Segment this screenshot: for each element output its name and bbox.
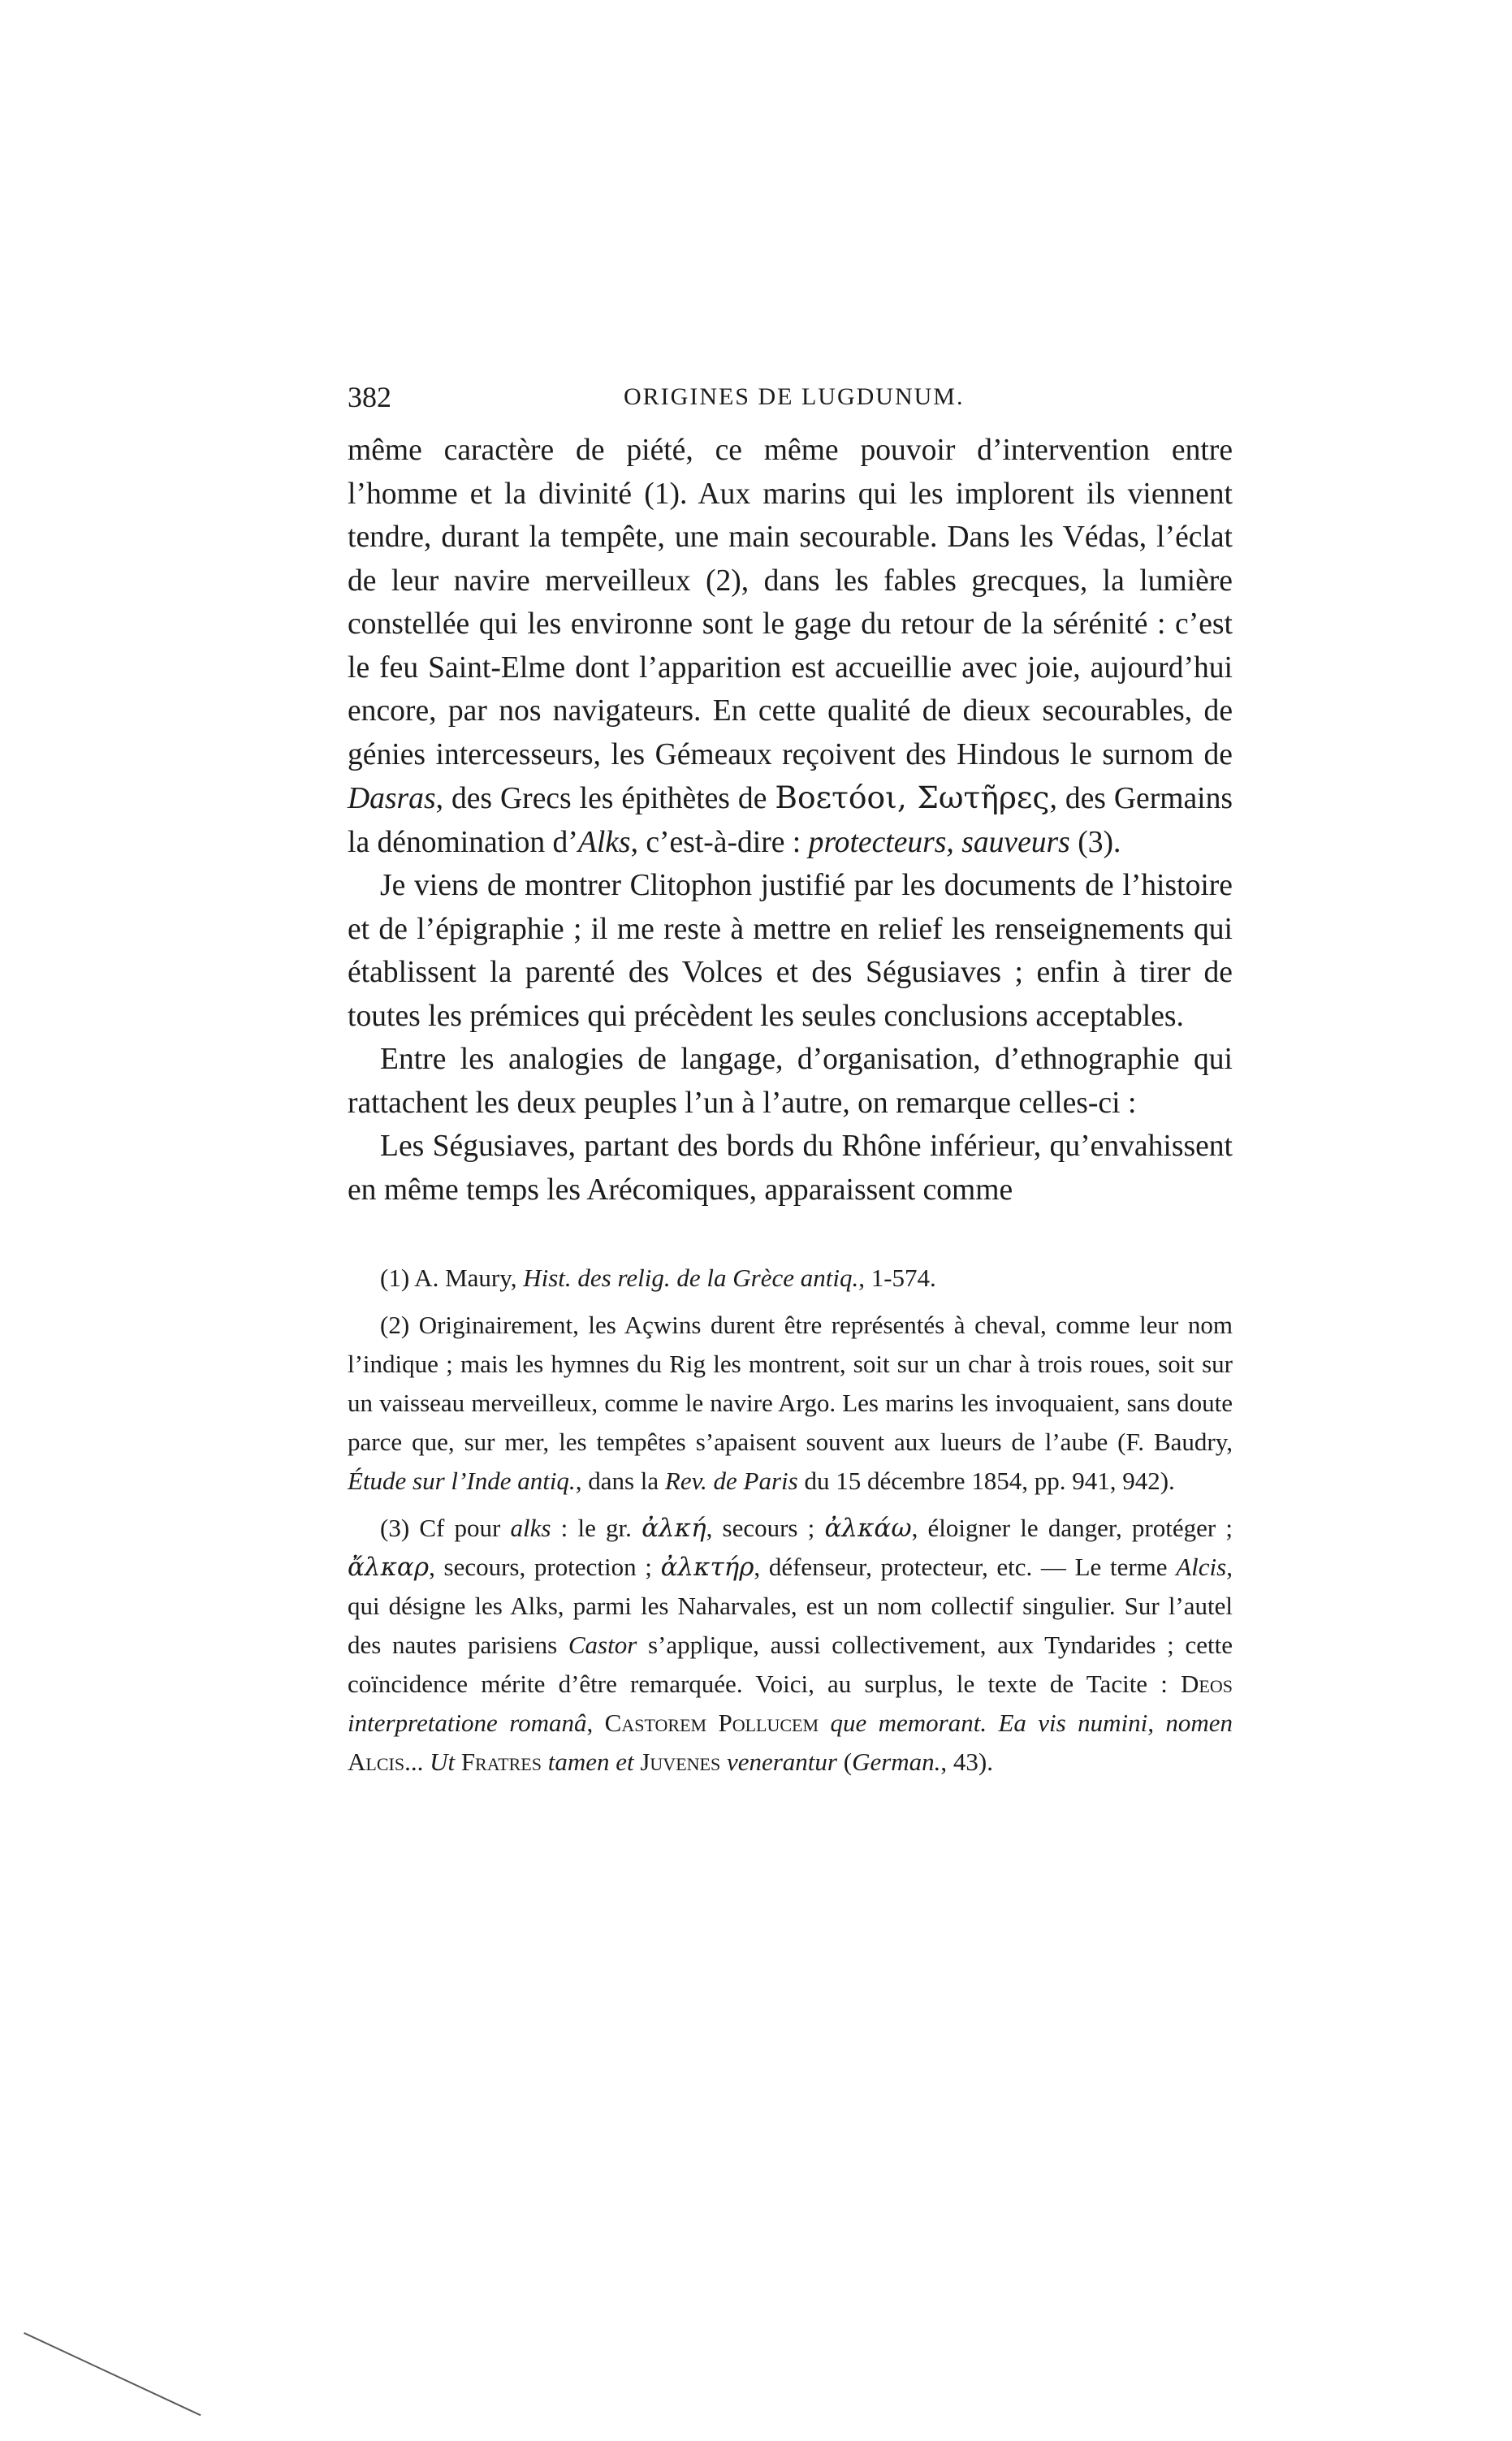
running-title: ORIGINES DE LUGDUNUM. [624, 383, 965, 410]
citation-title: German. [852, 1748, 941, 1776]
latin-phrase: que memorant. Ea vis numini, nomen [830, 1709, 1233, 1737]
latin-term: Castorem Pollucem [604, 1709, 819, 1737]
text-run [720, 1748, 727, 1776]
latin-term: Fratres [460, 1748, 542, 1776]
text-run: (3) Cf pour [380, 1514, 511, 1542]
text-run: s’applique, aussi collectivement, aux Tyndarides ; cette coïncidence mérite d’être remarquée. Voici, au surplus, le texte de Tacite : [348, 1631, 1233, 1698]
greek-word: ἀλκή [642, 1514, 706, 1543]
term-dasras: Dasras [348, 782, 436, 815]
scan-edge-mark [24, 2332, 201, 2416]
latin-term: Juvenes [640, 1748, 721, 1776]
footnotes [348, 1259, 1233, 1782]
term-protecteurs: protecteurs, sauveurs [808, 825, 1070, 859]
citation-title: Rev. de Paris [664, 1467, 798, 1495]
text-run: du 15 décembre 1854, pp. 941, 942). [797, 1467, 1175, 1495]
running-header [348, 380, 1233, 429]
text-run: , dans la [575, 1467, 665, 1495]
document-page [348, 380, 1233, 1790]
greek-word: ἄλκαρ [348, 1553, 430, 1582]
text-run: , éloigner le danger, protéger ; [911, 1514, 1233, 1542]
term-alcis: Alcis [1176, 1553, 1227, 1581]
paragraph-1 [348, 429, 1233, 864]
citation-title: Étude sur l’Inde antiq. [348, 1467, 576, 1495]
main-text [348, 429, 1233, 1212]
greek-word: ἀλκτήρ [660, 1553, 754, 1582]
footnote-2 [348, 1306, 1233, 1501]
text-run [455, 1748, 461, 1776]
text-run: : le gr. [551, 1514, 642, 1542]
paragraph-4: Les Ségusiaves, partant des bords du Rhône inférieur, qu’envahissent en même temps les Arécomiques, apparaissent comme [348, 1130, 1233, 1207]
text-run: , secours ; [706, 1514, 825, 1542]
greek-epithets: Βοετόοι, Σωτῆρες [775, 780, 1050, 815]
text-run: ... [404, 1748, 430, 1776]
paragraph-3: Entre les analogies de langage, d’organisation, d’ethnographie qui rattachent les deux peuples l’un à l’autre, on remarque celles-ci : [348, 1043, 1233, 1120]
text-run: , des Germains la dénomination d’ [348, 782, 1233, 859]
text-run: (2) Originairement, les Açwins durent être représentés à cheval, comme leur nom l’indique ; mais les hymnes du Rig les montrent, soit sur un char à trois roues, soit sur un vaisseau merveilleux, comme le navire Argo. Les marins les invoquaient, sans doute parce que, sur mer, les tempêtes s’apaisent souvent aux lueurs de l’aube (F. Baudry, [348, 1311, 1233, 1456]
text-run: , des Grecs les épithètes de [435, 782, 775, 815]
text-run: (1) A. Maury, [380, 1264, 524, 1292]
paragraph-2: Je viens de montrer Clitophon justifié par les documents de l’histoire et de l’épigraphie ; il me reste à mettre en relief les renseignements qui établissent la parenté des Volces et des Ségusiaves ; enfin à tirer de toutes les prémices qui précèdent les seules conclusions acceptables. [348, 869, 1233, 1033]
text-run [542, 1748, 548, 1776]
latin-phrase: tamen et [547, 1748, 634, 1776]
text-run [819, 1709, 830, 1737]
text-run: , c’est-à-dire : [630, 825, 809, 859]
latin-phrase: Ut [430, 1748, 456, 1776]
term-alks: alks [510, 1514, 551, 1542]
text-run: , secours, protection ; [429, 1553, 661, 1581]
latin-term: Deos [1181, 1670, 1233, 1698]
latin-phrase: interpretatione romanâ [348, 1709, 587, 1737]
footnote-1 [348, 1259, 1233, 1298]
text-run: , [586, 1709, 605, 1737]
text-run: (3). [1069, 825, 1121, 859]
text-run: , défenseur, protecteur, etc. — Le terme [754, 1553, 1177, 1581]
text-run: , qui désigne les Alks, parmi les Naharvales, est un nom collectif singulier. Sur l’autel des nautes parisiens [348, 1553, 1233, 1659]
latin-phrase: venerantur [726, 1748, 837, 1776]
text-run: , 1-574. [858, 1264, 936, 1292]
greek-word: ἀλκάω [824, 1514, 912, 1543]
footnote-3 [348, 1509, 1233, 1782]
latin-term: Alcis [348, 1748, 405, 1776]
page-number: 382 [348, 381, 391, 413]
term-castor: Castor [568, 1631, 637, 1659]
text-run: même caractère de piété, ce même pouvoir d’intervention entre l’homme et la divinité (1). Aux marins qui les implorent ils viennent tendre, durant la tempête, une main secourable. Dans les Védas, l’éclat de leur navire merveilleux (2), dans les fables grecques, la lumière constellée qui les environne sont le gage du retour de la sérénité : c’est le feu Saint-Elme dont l’apparition est accueillie avec joie, aujourd’hui encore, par nos navigateurs. En cette qualité de dieux secourables, de génies intercesseurs, les Gémeaux reçoivent des Hindous le surnom de [348, 434, 1233, 771]
text-run: ( [836, 1748, 853, 1776]
text-run: , 43). [940, 1748, 993, 1776]
citation-title: Hist. des relig. de la Grèce antiq. [523, 1264, 859, 1292]
term-alks: Alks [577, 825, 631, 859]
